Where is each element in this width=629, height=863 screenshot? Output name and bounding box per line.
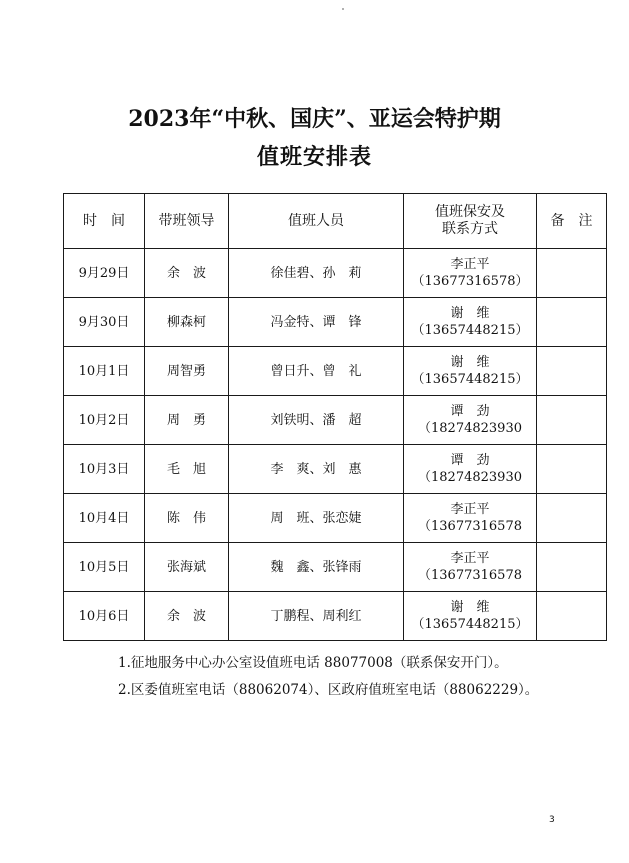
security-cell: [404, 249, 537, 298]
remark-cell: [537, 445, 607, 494]
header-security-line1: 值班保安及: [435, 204, 505, 220]
table-row: [64, 298, 607, 347]
security-cell: [404, 298, 537, 347]
remark-cell: [537, 396, 607, 445]
document-subtitle: 值班安排表: [256, 144, 372, 170]
security-name: 谢 维: [450, 355, 490, 370]
security-name: 谢 维: [450, 306, 490, 321]
security-phone: （13677316578）: [411, 274, 529, 289]
table-row: [64, 494, 607, 543]
staff-cell: 周 班、张恋婕: [229, 494, 404, 543]
leader-cell: 余 波: [145, 592, 229, 641]
table-row: [64, 249, 607, 298]
security-phone: （13677316578: [418, 519, 522, 534]
header-time: 时 间: [64, 194, 145, 249]
staff-cell: 徐佳碧、孙 莉: [229, 249, 404, 298]
header-staff: 值班人员: [229, 194, 404, 249]
security-name: 谭 劲: [450, 404, 490, 419]
security-name: 李正平: [450, 551, 490, 566]
leader-cell: 柳森柯: [145, 298, 229, 347]
table-row: [64, 347, 607, 396]
security-phone: （18274823930: [418, 421, 522, 436]
leader-cell: 陈 伟: [145, 494, 229, 543]
leader-cell: 余 波: [145, 249, 229, 298]
duty-schedule-table: [63, 193, 607, 641]
remark-cell: [537, 347, 607, 396]
security-cell: [404, 347, 537, 396]
security-cell: [404, 494, 537, 543]
scan-speck: [342, 8, 344, 10]
date-cell: 10月2日: [64, 396, 145, 445]
page-number: 3: [549, 815, 555, 825]
security-cell: [404, 592, 537, 641]
date-cell: 9月29日: [64, 249, 145, 298]
staff-cell: 丁鹏程、周利红: [229, 592, 404, 641]
table-row: [64, 543, 607, 592]
note-duty-phone: 1.征地服务中心办公室设值班电话 88077008（联系保安开门）。: [118, 655, 508, 671]
remark-cell: [537, 494, 607, 543]
staff-cell: 李 爽、刘 惠: [229, 445, 404, 494]
note-office-phones: 2.区委值班室电话（88062074）、区政府值班室电话（88062229）。: [118, 682, 539, 698]
security-phone: （13657448215）: [411, 372, 529, 387]
leader-cell: 周 勇: [145, 396, 229, 445]
date-cell: 9月30日: [64, 298, 145, 347]
table-header-row: [64, 194, 607, 249]
security-phone: （18274823930: [418, 470, 522, 485]
security-name: 李正平: [450, 502, 490, 517]
date-cell: 10月1日: [64, 347, 145, 396]
leader-cell: 周智勇: [145, 347, 229, 396]
remark-cell: [537, 592, 607, 641]
leader-cell: 毛 旭: [145, 445, 229, 494]
staff-cell: 冯金特、谭 锋: [229, 298, 404, 347]
security-name: 谢 维: [450, 600, 490, 615]
security-phone: （13657448215）: [411, 617, 529, 632]
remark-cell: [537, 543, 607, 592]
remark-cell: [537, 298, 607, 347]
date-cell: 10月5日: [64, 543, 145, 592]
date-cell: 10月3日: [64, 445, 145, 494]
security-cell: [404, 396, 537, 445]
security-cell: [404, 543, 537, 592]
table-row: [64, 592, 607, 641]
header-security-line2: 联系方式: [442, 221, 498, 237]
header-remarks: 备 注: [537, 194, 607, 249]
security-phone: （13657448215）: [411, 323, 529, 338]
date-cell: 10月4日: [64, 494, 145, 543]
table-row: [64, 396, 607, 445]
date-cell: 10月6日: [64, 592, 145, 641]
document-title: 2023年“中秋、国庆”、亚运会特护期: [128, 106, 501, 132]
security-name: 李正平: [450, 257, 490, 272]
header-security: [404, 194, 537, 249]
staff-cell: 魏 鑫、张锋雨: [229, 543, 404, 592]
security-phone: （13677316578: [418, 568, 522, 583]
remark-cell: [537, 249, 607, 298]
staff-cell: 刘铁明、潘 超: [229, 396, 404, 445]
security-name: 谭 劲: [450, 453, 490, 468]
security-cell: [404, 445, 537, 494]
leader-cell: 张海斌: [145, 543, 229, 592]
header-leader: 带班领导: [145, 194, 229, 249]
table-row: [64, 445, 607, 494]
staff-cell: 曾日升、曾 礼: [229, 347, 404, 396]
